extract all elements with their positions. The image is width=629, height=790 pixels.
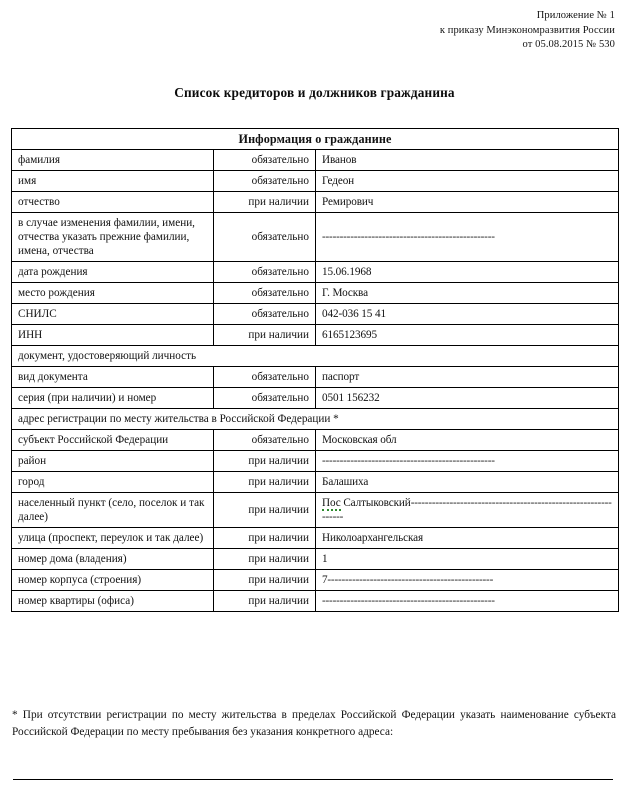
row-value-document-type[interactable]: паспорт: [316, 367, 619, 388]
empty-value-dashes: -------------------------------------------------: [322, 455, 495, 467]
table-row: [12, 304, 619, 325]
row-requirement-apartment-number: при наличии: [214, 591, 316, 612]
table-row: [12, 493, 619, 528]
table-row: [12, 171, 619, 192]
table-row: [12, 472, 619, 493]
row-requirement-settlement: при наличии: [214, 493, 316, 528]
row-label-document-series-number: серия (при наличии) и номер: [12, 388, 214, 409]
empty-value-dashes: -------------------------------------------------: [322, 595, 495, 607]
row-requirement-document-series-number: обязательно: [214, 388, 316, 409]
section-title-identity-document: документ, удостоверяющий личность: [12, 346, 619, 367]
row-label-snils: СНИЛС: [12, 304, 214, 325]
row-requirement-city: при наличии: [214, 472, 316, 493]
row-requirement-federal-subject: обязательно: [214, 430, 316, 451]
citizen-information-table: [11, 128, 619, 612]
row-value-surname[interactable]: Иванов: [316, 150, 619, 171]
row-label-previous-names: в случае изменения фамилии, имени, отчества указать прежние фамилии, имена, отчества: [12, 213, 214, 262]
row-requirement-district: при наличии: [214, 451, 316, 472]
row-label-birth-date: дата рождения: [12, 262, 214, 283]
order-date-number: от 05.08.2015 № 530: [522, 39, 615, 50]
section-title-registration-address: адрес регистрации по месту жительства в Российской Федерации *: [12, 409, 619, 430]
bottom-divider: [13, 779, 613, 780]
row-label-document-type: вид документа: [12, 367, 214, 388]
footnote-text: * При отсутствии регистрации по месту жительства в пределах Российской Федерации указать наименование субъекта Российской Федерации по месту пребывания без указания конкретного адреса:: [12, 709, 616, 738]
row-value-inn[interactable]: 6165123695: [316, 325, 619, 346]
row-requirement-inn: при наличии: [214, 325, 316, 346]
value-filler-dashes: ---------------------------------------------------------------: [322, 497, 612, 523]
row-label-federal-subject: субъект Российской Федерации: [12, 430, 214, 451]
row-label-patronymic: отчество: [12, 192, 214, 213]
table-row: [12, 388, 619, 409]
document-reference-header: [0, 0, 629, 53]
row-label-birth-place: место рождения: [12, 283, 214, 304]
table-section-header-row: [12, 129, 619, 150]
empty-value-dashes: -------------------------------------------------: [322, 231, 495, 243]
row-requirement-street: при наличии: [214, 528, 316, 549]
citizen-information-table-wrapper: [11, 128, 618, 612]
row-label-apartment-number: номер квартиры (офиса): [12, 591, 214, 612]
row-requirement-snils: обязательно: [214, 304, 316, 325]
row-requirement-building-number: при наличии: [214, 570, 316, 591]
row-requirement-birth-date: обязательно: [214, 262, 316, 283]
row-label-building-number: номер корпуса (строения): [12, 570, 214, 591]
table-row: [12, 430, 619, 451]
table-row: [12, 262, 619, 283]
spellcheck-flagged-word: Пос: [322, 497, 341, 509]
row-requirement-surname: обязательно: [214, 150, 316, 171]
table-row: [12, 213, 619, 262]
row-requirement-first-name: обязательно: [214, 171, 316, 192]
row-value-settlement[interactable]: [316, 493, 619, 528]
row-value-document-series-number[interactable]: 0501 156232: [316, 388, 619, 409]
section-title-citizen-info: Информация о гражданине: [12, 129, 619, 150]
row-label-district: район: [12, 451, 214, 472]
row-label-inn: ИНН: [12, 325, 214, 346]
table-row: [12, 528, 619, 549]
table-section-header-row: [12, 409, 619, 430]
row-value-street[interactable]: Николоархангельская: [316, 528, 619, 549]
table-row: [12, 150, 619, 171]
row-value-birth-place[interactable]: Г. Москва: [316, 283, 619, 304]
row-label-surname: фамилия: [12, 150, 214, 171]
page-title: Список кредиторов и должников гражданина: [174, 84, 455, 100]
table-row: [12, 591, 619, 612]
table-row: [12, 549, 619, 570]
row-value-patronymic[interactable]: Ремирович: [316, 192, 619, 213]
row-requirement-house-number: при наличии: [214, 549, 316, 570]
row-value-snils[interactable]: 042-036 15 41: [316, 304, 619, 325]
row-value-federal-subject[interactable]: Московская обл: [316, 430, 619, 451]
table-row: [12, 192, 619, 213]
row-requirement-previous-names: обязательно: [214, 213, 316, 262]
row-value-district[interactable]: [316, 451, 619, 472]
table-section-header-row: [12, 346, 619, 367]
row-value-building-number[interactable]: [316, 570, 619, 591]
table-row: [12, 451, 619, 472]
appendix-number: Приложение № 1: [536, 10, 615, 21]
table-row: [12, 367, 619, 388]
table-row: [12, 570, 619, 591]
row-label-first-name: имя: [12, 171, 214, 192]
row-value-first-name[interactable]: Гедеон: [316, 171, 619, 192]
row-label-street: улица (проспект, переулок и так далее): [12, 528, 214, 549]
row-label-settlement: населенный пункт (село, поселок и так далее): [12, 493, 214, 528]
row-value-city[interactable]: Балашиха: [316, 472, 619, 493]
value-filler-dashes: 7-----------------------------------------------: [322, 574, 494, 586]
row-value-house-number[interactable]: 1: [316, 549, 619, 570]
row-label-house-number: номер дома (владения): [12, 549, 214, 570]
row-value-apartment-number[interactable]: [316, 591, 619, 612]
settlement-name-rest: Салтыковский: [340, 497, 411, 509]
table-row: [12, 325, 619, 346]
row-requirement-document-type: обязательно: [214, 367, 316, 388]
row-value-previous-names[interactable]: [316, 213, 619, 262]
row-label-city: город: [12, 472, 214, 493]
row-requirement-patronymic: при наличии: [214, 192, 316, 213]
ministry-order-line: к приказу Минэкономразвития России: [439, 24, 615, 36]
row-requirement-birth-place: обязательно: [214, 283, 316, 304]
table-row: [12, 283, 619, 304]
row-value-birth-date[interactable]: 15.06.1968: [316, 262, 619, 283]
